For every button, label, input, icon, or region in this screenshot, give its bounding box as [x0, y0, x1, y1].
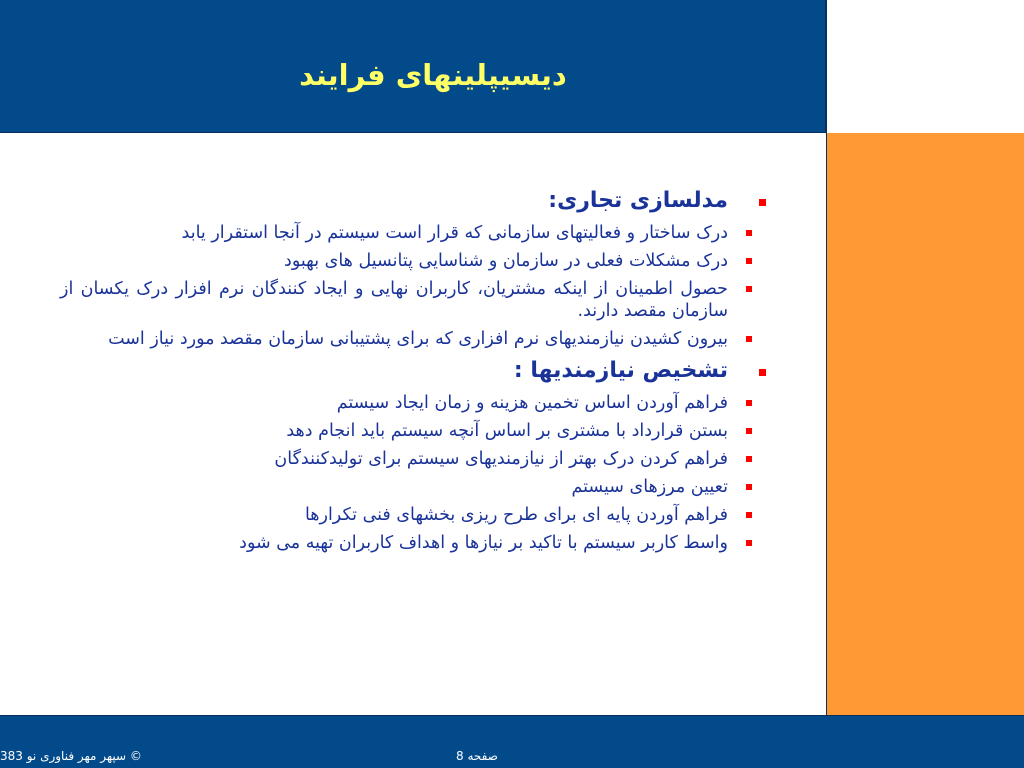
square-bullet-icon — [746, 336, 752, 342]
square-bullet-icon — [746, 456, 752, 462]
square-bullet-icon — [746, 230, 752, 236]
slide-content — [60, 180, 776, 560]
list-item — [60, 448, 776, 470]
footer-bar — [0, 715, 1024, 768]
list-item — [60, 392, 776, 414]
list-item — [60, 504, 776, 526]
list-item-text: درک مشکلات فعلی در سازمان و شناسایی پتانسیل های بهبود — [284, 251, 728, 271]
list-item — [60, 278, 776, 322]
footer-page-number: صفحه 8 — [456, 749, 498, 763]
list-item — [60, 532, 776, 554]
list-item-text: تعیین مرزهای سیستم — [571, 477, 728, 497]
square-bullet-icon — [759, 199, 766, 206]
slide-title — [0, 55, 866, 95]
list-item-text: واسط کاربر سیستم با تاکید بر نیازها و اهداف کاربران تهیه می شود — [239, 533, 728, 553]
list-item-text: بستن قرارداد با مشتری بر اساس آنچه سیستم باید انجام دهد — [286, 421, 728, 441]
list-item — [60, 250, 776, 272]
list-item — [60, 420, 776, 442]
section-heading-text: تشخیص نیازمندیها : — [513, 358, 728, 383]
list-item-text: فراهم آوردن پایه ای برای طرح ریزی بخشهای فنی تکرارها — [304, 505, 728, 525]
square-bullet-icon — [746, 258, 752, 264]
slide-title-text: دیسیپلینهای فرایند — [299, 58, 567, 92]
square-bullet-icon — [746, 484, 752, 490]
list-item-text: فراهم آوردن اساس تخمین هزینه و زمان ایجاد سیستم — [336, 393, 728, 413]
list-item — [60, 222, 776, 244]
square-bullet-icon — [746, 286, 752, 292]
list-item-text: حصول اطمینان از اینکه مشتریان، کاربران نهایی و ایجاد کنندگان نرم افزار درک یکسان از سازمان مقصد دارند. — [60, 279, 728, 321]
section-heading-text: مدلسازی تجاری: — [548, 188, 728, 213]
list-item — [60, 328, 776, 350]
square-bullet-icon — [746, 428, 752, 434]
square-bullet-icon — [746, 400, 752, 406]
section-heading-requirements — [60, 356, 776, 386]
square-bullet-icon — [746, 512, 752, 518]
square-bullet-icon — [759, 369, 766, 376]
accent-panel — [826, 133, 1024, 715]
list-item-text: بیرون کشیدن نیازمندیهای نرم افزاری که برای پشتیبانی سازمان مقصد مورد نیاز است — [108, 329, 728, 349]
footer-copyright: © سپهر مهر فناوری نو 383 — [0, 749, 142, 763]
square-bullet-icon — [746, 540, 752, 546]
list-item-text: درک ساختار و فعالیتهای سازمانی که قرار است سیستم در آنجا استقرار یابد — [181, 223, 728, 243]
list-item-text: فراهم کردن درک بهتر از نیازمندیهای سیستم برای تولیدکنندگان — [274, 449, 728, 469]
section-heading-business-modeling — [60, 186, 776, 216]
list-item — [60, 476, 776, 498]
